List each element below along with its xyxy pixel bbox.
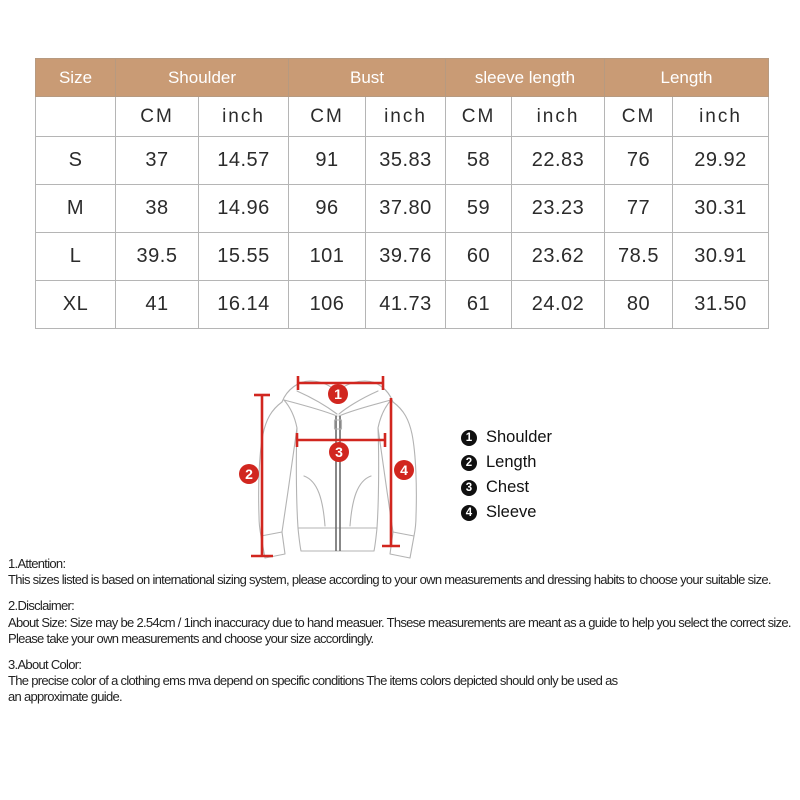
legend-number-badge: 4	[461, 505, 477, 521]
table-row-l	[36, 233, 769, 281]
empty-corner-cell	[36, 97, 116, 137]
note-disclaimer	[8, 598, 800, 647]
note-text: About Size: Size may be 2.54cm / 1inch inaccuracy due to hand measuer. Thsese measurements are meant as a guide to help you select the correct size.	[8, 614, 791, 630]
value-cell: 41.73	[366, 281, 446, 329]
size-chart-table	[35, 58, 769, 329]
marker-3-number: 3	[335, 444, 343, 460]
value-cell: 78.5	[605, 233, 673, 281]
table-units-row	[36, 97, 769, 137]
unit-header: CM	[605, 97, 673, 137]
note-about-color	[8, 657, 800, 706]
value-cell: 96	[289, 185, 366, 233]
unit-header: inch	[366, 97, 446, 137]
value-cell: 14.57	[199, 137, 289, 185]
group-header-bust: Bust	[289, 59, 446, 97]
unit-header: inch	[512, 97, 605, 137]
value-cell: 30.91	[673, 233, 769, 281]
value-cell: 106	[289, 281, 366, 329]
value-cell: 23.23	[512, 185, 605, 233]
note-text: The precise color of a clothing ems mva depend on specific conditions The items colors depicted should only be used as	[8, 673, 618, 689]
value-cell: 15.55	[199, 233, 289, 281]
unit-header: inch	[199, 97, 289, 137]
unit-header: CM	[116, 97, 199, 137]
value-cell: 30.31	[673, 185, 769, 233]
note-title: 3.About Color:	[8, 657, 82, 673]
legend-number-badge: 1	[461, 430, 477, 446]
note-text: Please take your own measurements and choose your size accordingly.	[8, 630, 374, 646]
measure-line-shoulder	[298, 376, 383, 404]
value-cell: 14.96	[199, 185, 289, 233]
value-cell: 61	[446, 281, 512, 329]
value-cell: 22.83	[512, 137, 605, 185]
legend-label: Sleeve	[486, 503, 537, 521]
table-row-m	[36, 185, 769, 233]
marker-1-number: 1	[334, 386, 342, 402]
legend-item-length	[461, 450, 552, 475]
size-column-header: Size	[36, 59, 116, 97]
group-header-shoulder: Shoulder	[116, 59, 289, 97]
size-cell: S	[36, 137, 116, 185]
value-cell: 31.50	[673, 281, 769, 329]
measurement-legend	[461, 425, 552, 525]
legend-label: Chest	[486, 478, 530, 496]
value-cell: 77	[605, 185, 673, 233]
notes-section	[8, 556, 800, 716]
note-attention	[8, 556, 800, 588]
value-cell: 91	[289, 137, 366, 185]
group-header-length: Length	[605, 59, 769, 97]
unit-header: CM	[289, 97, 366, 137]
value-cell: 80	[605, 281, 673, 329]
legend-label: Shoulder	[486, 428, 553, 446]
value-cell: 58	[446, 137, 512, 185]
group-header-sleeve-length: sleeve length	[446, 59, 605, 97]
measure-line-chest	[297, 433, 385, 462]
value-cell: 39.5	[116, 233, 199, 281]
value-cell: 35.83	[366, 137, 446, 185]
value-cell: 39.76	[366, 233, 446, 281]
value-cell: 29.92	[673, 137, 769, 185]
table-row-s	[36, 137, 769, 185]
value-cell: 76	[605, 137, 673, 185]
unit-header: inch	[673, 97, 769, 137]
unit-header: CM	[446, 97, 512, 137]
value-cell: 24.02	[512, 281, 605, 329]
legend-number-badge: 3	[461, 480, 477, 496]
note-title: 1.Attention:	[8, 556, 66, 571]
note-text: This sizes listed is based on international sizing system, please according to your own measurements and dressing habits to choose your suitable size.	[8, 572, 771, 588]
value-cell: 59	[446, 185, 512, 233]
size-cell: M	[36, 185, 116, 233]
value-cell: 60	[446, 233, 512, 281]
value-cell: 41	[116, 281, 199, 329]
value-cell: 37	[116, 137, 199, 185]
measure-line-sleeve	[382, 398, 414, 546]
legend-item-chest	[461, 475, 552, 500]
hoodie-sketch-icon	[259, 381, 417, 558]
marker-4-number: 4	[400, 462, 408, 478]
value-cell: 37.80	[366, 185, 446, 233]
value-cell: 101	[289, 233, 366, 281]
table-row-xl	[36, 281, 769, 329]
size-cell: L	[36, 233, 116, 281]
value-cell: 38	[116, 185, 199, 233]
note-title: 2.Disclaimer:	[8, 598, 75, 614]
legend-item-sleeve	[461, 500, 552, 525]
legend-number-badge: 2	[461, 455, 477, 471]
size-cell: XL	[36, 281, 116, 329]
note-text: an approximate guide.	[8, 689, 122, 705]
value-cell: 16.14	[199, 281, 289, 329]
hoodie-measurement-diagram	[225, 368, 455, 568]
table-header-row	[36, 59, 769, 97]
legend-item-shoulder	[461, 425, 552, 450]
legend-label: Length	[486, 453, 537, 471]
marker-2-number: 2	[245, 466, 253, 482]
value-cell: 23.62	[512, 233, 605, 281]
